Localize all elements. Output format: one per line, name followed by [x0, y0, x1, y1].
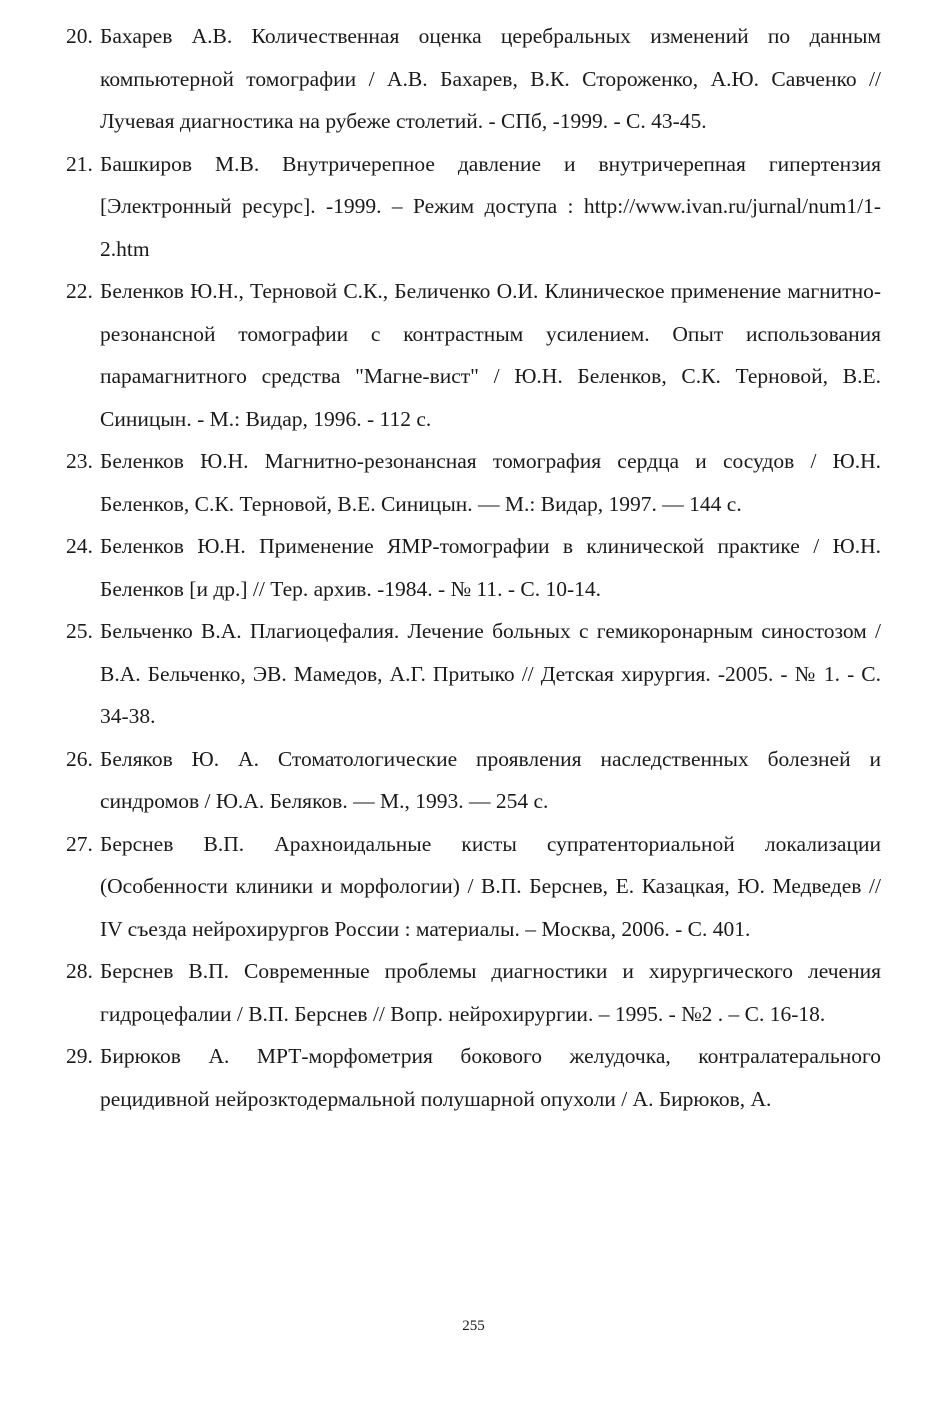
reference-number: 27. [66, 831, 93, 856]
reference-text: Бельченко В.А. Плагиоцефалия. Лечение больных с гемикоронарным синостозом / В.А. Бельченко, ЭВ. Мамедов, А.Г. Притыко // Детская хирургия. -2005. - № 1. - С. 34-38. [100, 619, 881, 728]
reference-item [66, 143, 881, 271]
reference-text: Берснев В.П. Современные проблемы диагностики и хирургического лечения гидроцефалии / В.П. Берснев // Вопр. нейрохирургии. – 1995. - №2 . – С. 16-18. [100, 959, 881, 1026]
reference-text: Бахарев А.В. Количественная оценка церебральных изменений по данным компьютерной томографии / А.В. Бахарев, В.К. Стороженко, А.Ю. Савченко // Лучевая диагностика на рубеже столетий. - СПб, -1999. - С. 43-45. [100, 24, 881, 133]
reference-number: 22. [66, 279, 93, 303]
reference-number: 26. [66, 746, 93, 771]
reference-text: Башкиров М.В. Внутричерепное давление и внутричерепная гипертензия [Электронный ресурс]. -1999. – Режим доступа : http://www.ivan.ru/jurnal/num1/1-2.htm [100, 151, 881, 261]
reference-item [66, 823, 881, 951]
reference-text: Беленков Ю.Н. Применение ЯМР-томографии в клинической практике / Ю.Н. Беленков [и др.] // Тер. архив. -1984. - № 11. - С. 10-14. [100, 534, 881, 601]
reference-text: Беленков Ю.Н., Терновой С.К., Беличенко О.И. Клиническое применение магнитно-резонансной томографии с контрастным усилением. Опыт использования парамагнитного средства "Магне-вист" / Ю.Н. Беленков, С.К. Терновой, В.Е. Синицын. - М.: Видар, 1996. - 112 с. [100, 279, 881, 431]
reference-text: Бирюков А. МРТ-морфометрия бокового желудочка, контралатерального рецидивной нейрозктодермальной полушарной опухоли / А. Бирюков, А. [100, 1044, 881, 1111]
reference-item [66, 738, 881, 823]
reference-item [66, 610, 881, 738]
reference-number: 28. [66, 959, 93, 983]
reference-item [66, 15, 881, 143]
reference-number: 20. [66, 24, 93, 48]
reference-item [66, 525, 881, 610]
reference-item [66, 270, 881, 440]
page-number: 255 [462, 1318, 485, 1334]
reference-item [66, 1035, 881, 1120]
reference-list [66, 15, 881, 1120]
reference-item [66, 440, 881, 525]
reference-text: Берснев В.П. Арахноидальные кисты супратенториальной локализации (Особенности клиники и морфологии) / В.П. Берснев, Е. Казацкая, Ю. Медведев // IV съезда нейрохирургов России : материалы. – Москва, 2006. - С. 401. [100, 831, 881, 941]
reference-text: Беляков Ю. А. Стоматологические проявления наследственных болезней и синдромов / Ю.А. Беляков. — М., 1993. — 254 с. [100, 746, 881, 813]
reference-number: 21. [66, 151, 93, 176]
reference-item [66, 950, 881, 1035]
reference-number: 25. [66, 619, 93, 643]
reference-number: 23. [66, 449, 93, 473]
reference-number: 29. [66, 1044, 93, 1068]
reference-number: 24. [66, 534, 93, 558]
reference-text: Беленков Ю.Н. Магнитно-резонансная томография сердца и сосудов / Ю.Н. Беленков, С.К. Терновой, В.Е. Синицын. — М.: Видар, 1997. — 144 с. [100, 449, 881, 516]
